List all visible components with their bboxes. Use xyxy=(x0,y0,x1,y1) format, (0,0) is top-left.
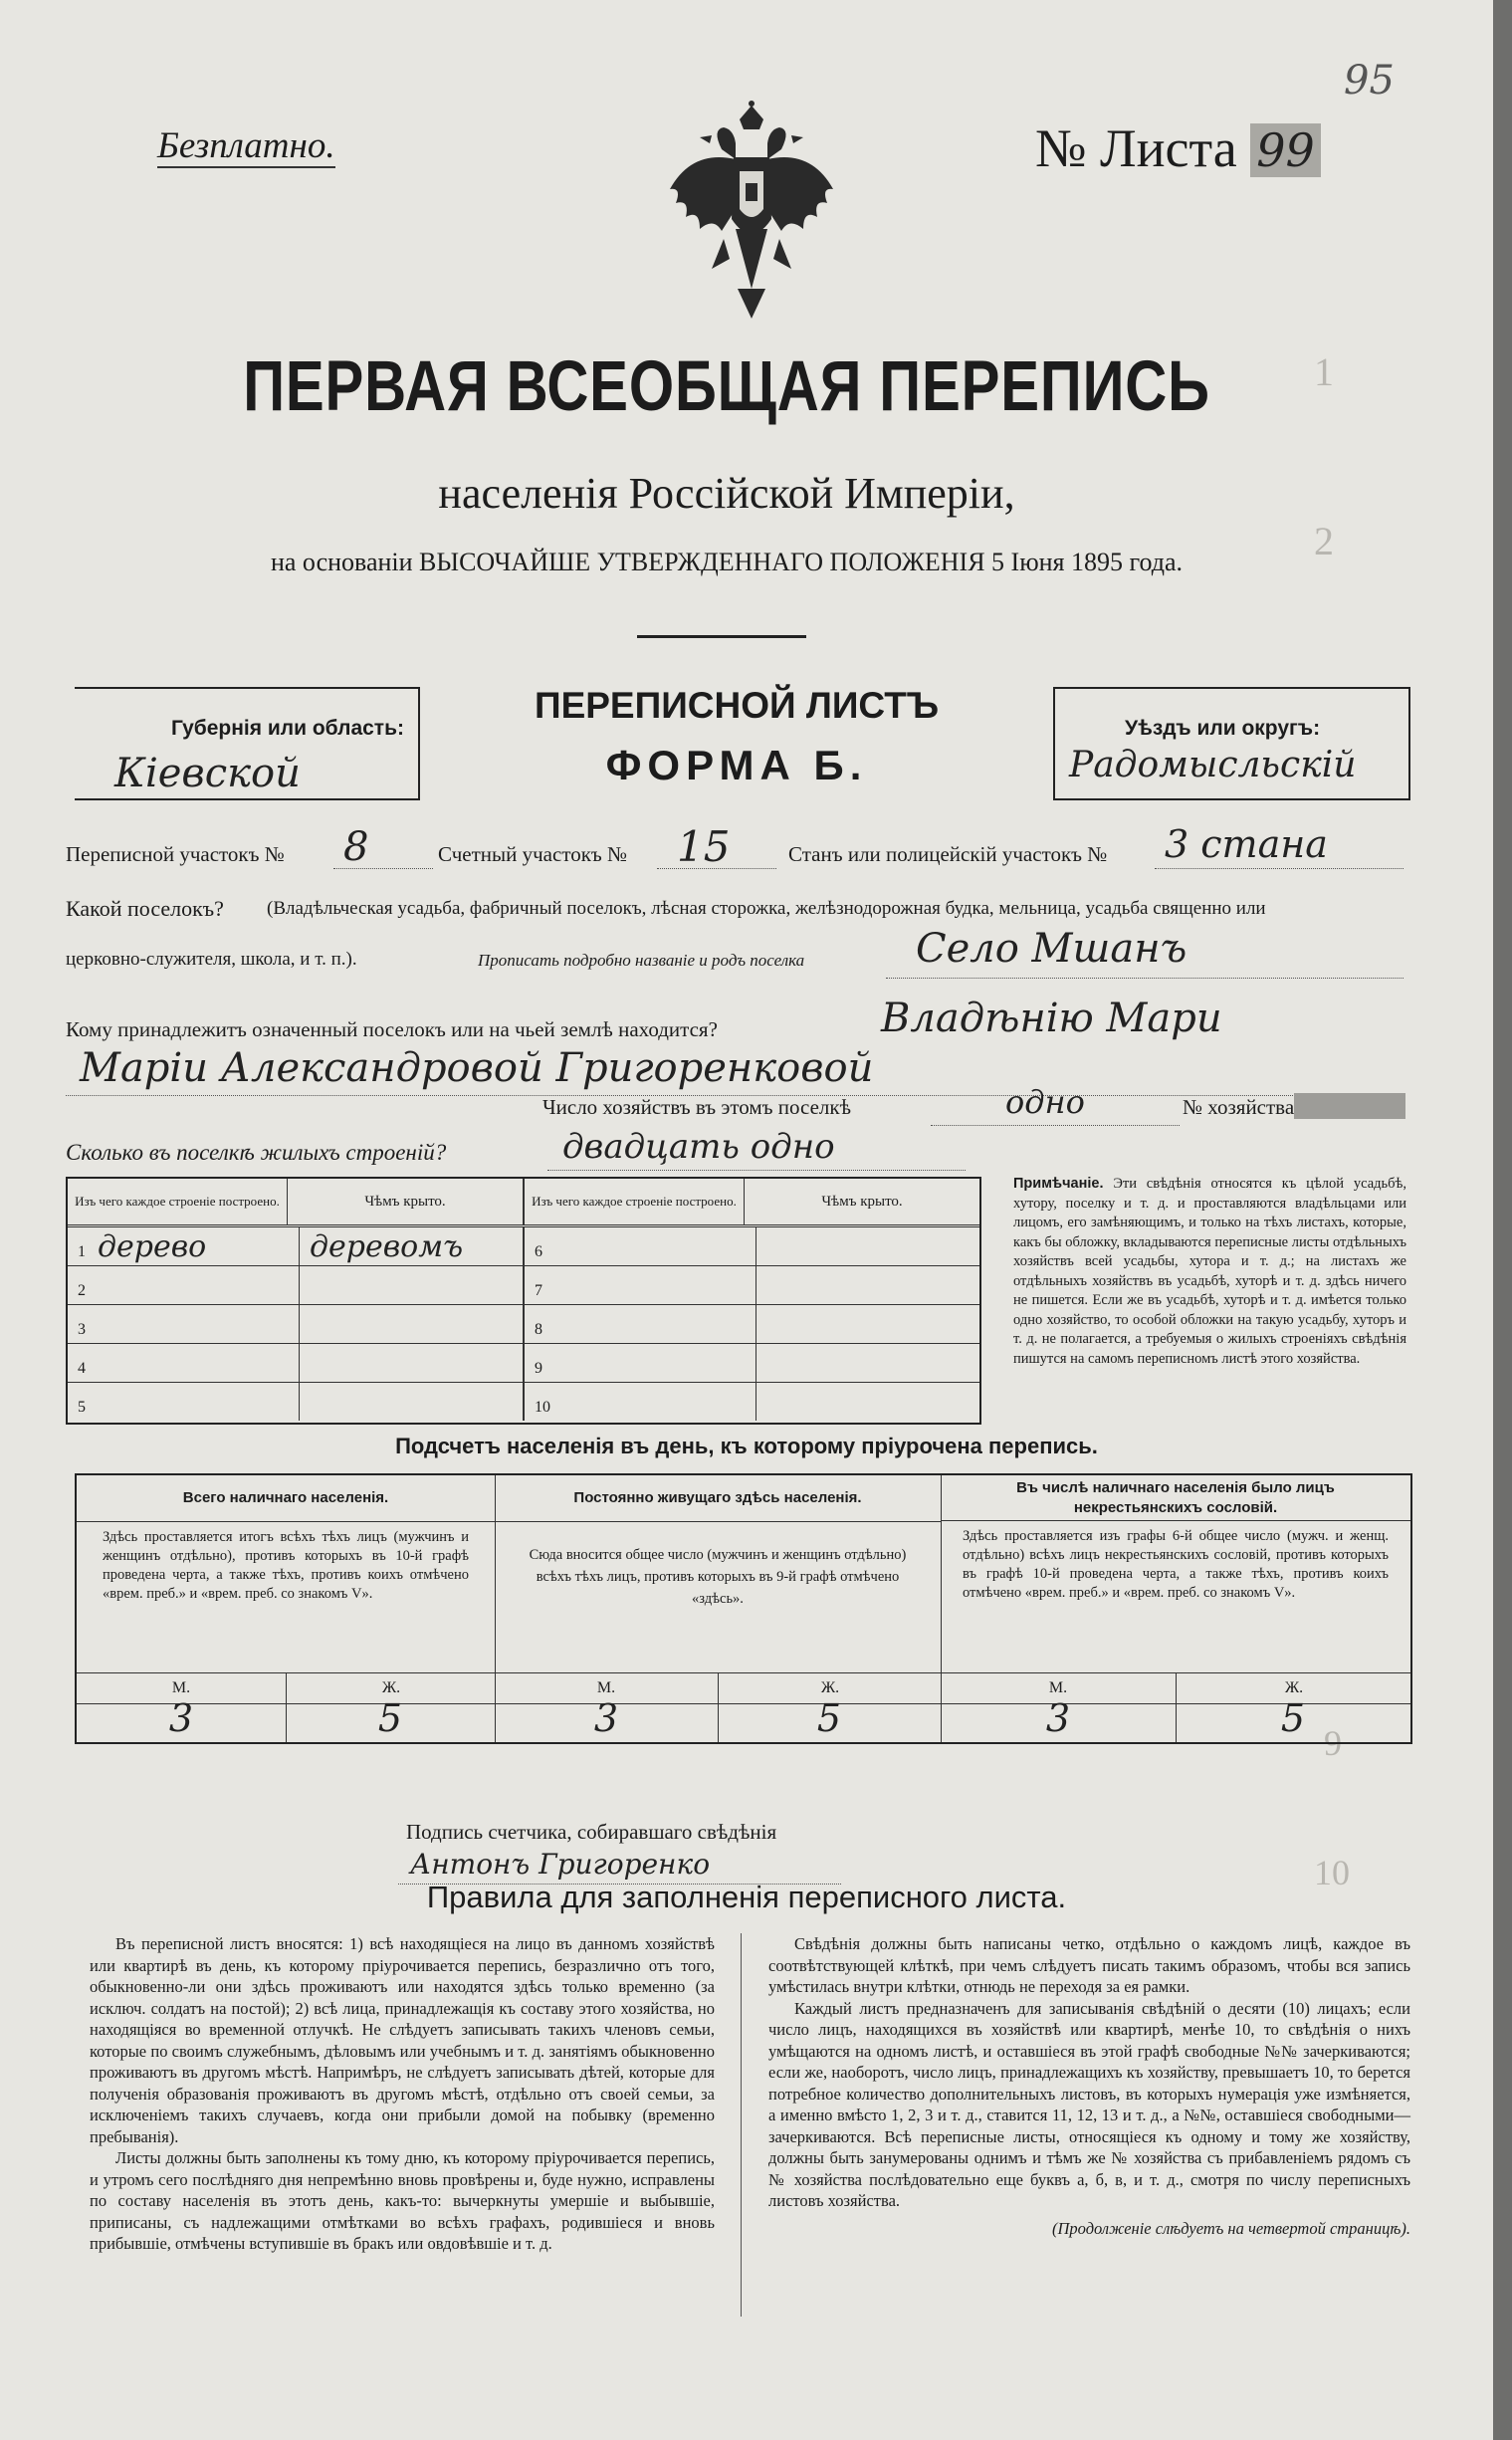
f-label: Ж. xyxy=(286,1673,496,1703)
c3-f-value: 5 xyxy=(1280,1696,1306,1740)
police-district-line xyxy=(1155,868,1404,869)
buildings-line xyxy=(547,1170,966,1171)
col2-header: Постоянно живущаго здѣсь населенія. xyxy=(495,1475,941,1522)
building-material-value: дерево xyxy=(98,1228,207,1264)
table-row xyxy=(68,1305,524,1344)
buildings-rows-right xyxy=(524,1226,979,1421)
page-edge xyxy=(1493,0,1512,2440)
signature-value: Антонъ Григоренко xyxy=(410,1848,711,1881)
coat-of-arms-icon xyxy=(652,100,851,329)
col-roof-header: Чѣмъ крыто. xyxy=(745,1179,980,1225)
m-label: М. xyxy=(1048,1679,1068,1696)
rules-right-p2: Каждый листъ предназначенъ для записыванія свѣдѣній о десяти (10) лицахъ; если число лицъ, находящихся въ хозяйствѣ или квартирѣ, менѣе 10, то свѣдѣнія о нихъ умѣщаются на одномъ листѣ, и оставшіеся въ этой графѣ свободные №№ зачеркиваются; если же, наоборотъ, число лицъ, принадлежащихъ къ хозяйству, превышаетъ 10, то берется потребное количество дополнительныхъ листовъ, въ которыхъ нумерація уже измѣняется, а именно вмѣсто 1, 2, 3 и т. д., ставится 11, 12, 13 и т. д., а №№, оставшіеся свободными—зачеркиваются. Всѣ переписные листы, относящіеся къ одному и тому же хозяйству, должны быть занумерованы однимъ и тѣмъ же № хозяйства съ прибавленіемъ рядомъ съ № хозяйства послѣдовательно еще буквъ а, б, в, и т. д., смотря по числу переписныхъ листовъ хозяйства. xyxy=(768,1998,1410,2210)
note xyxy=(1013,1175,1406,1369)
population-table xyxy=(75,1473,1412,1744)
building-roof-cell xyxy=(756,1305,980,1344)
rules-left-p1: Въ переписной листъ вносятся: 1) всѣ находящіеся на лицо въ данномъ хозяйствѣ или квартирѣ въ день, къ которому пріурочивается перепись, безразлично отъ того, обыкновенно-ли они здѣсь проживаютъ или находятся здѣсь только временно (за исключ. солдатъ на постой); 2) всѣ лица, принадлежащія къ составу этого хозяйства, но находящіяся во временной отлучкѣ. Не слѣдуетъ записывать такихъ членовъ семьи, которые по своимъ служебнымъ, дѣловымъ или учебнымъ и т. д. занятіямъ обыкновенно проживаютъ въ другомъ мѣстѣ. Напримѣръ, не слѣдуетъ записывать дѣтей, которые для полученія образованія проживаютъ въ другомъ мѣстѣ, отдѣльно отъ своей семьи, за исключеніемъ такихъ случаевъ, когда они прибыли домой на побывку (временно пребыванія). xyxy=(90,1934,715,2146)
census-district-label: Переписной участокъ № xyxy=(66,842,285,866)
settlement-question: Какой поселокъ? xyxy=(66,896,224,921)
settlement-hint-2: церковно-служителя, школа, и т. п.). xyxy=(66,949,357,970)
district-label: Уѣздъ или округъ: xyxy=(1125,717,1321,740)
rules-column-divider xyxy=(741,1933,743,2317)
page-annotation: 95 xyxy=(1344,58,1395,104)
ghost-number: 2 xyxy=(1314,519,1334,563)
divider xyxy=(637,635,806,638)
population-col-1 xyxy=(77,1475,496,1742)
building-roof-cell xyxy=(300,1344,524,1383)
building-roof-cell: деревомъ xyxy=(300,1227,524,1266)
c2-f-value: 5 xyxy=(816,1696,842,1740)
table-row xyxy=(525,1344,980,1383)
province-box xyxy=(75,687,420,800)
buildings-question: Сколько въ поселкѣ жилыхъ строеній? xyxy=(66,1140,447,1165)
households-label: Число хозяйствъ въ этомъ поселкѣ xyxy=(542,1095,851,1119)
col2-desc: Сюда вносится общее число (мужчинъ и женщинъ отдѣльно) всѣхъ тѣхъ лицъ, противъ которыхъ въ 9-й графѣ отмѣчено «здѣсь». xyxy=(529,1547,907,1607)
buildings-table xyxy=(66,1177,981,1425)
buildings-rows-left xyxy=(68,1226,524,1421)
form-name: ФОРМА Б. xyxy=(605,742,868,788)
rules-left-p2: Листы должны быть заполнены къ тому дню, къ которому пріурочивается перепись, и утромъ сего послѣдняго дня непремѣнно вновь провѣрены и, буде нужно, исправлены по составу населенія въ этотъ день, какъ-то: вычеркнуты умершіе и выбывшіе, приписаны, съ надлежащими отмѣтками во всѣхъ графахъ, родившіеся и вновь прибывшіе, отмѣчены вступившіе въ бракъ или овдовѣвшіе и т. д. xyxy=(90,2148,715,2253)
col3-desc: Здѣсь проставляется изъ графы 6-й общее число (мужч. и женщ. отдѣльно) всѣхъ лицъ некрестьянскихъ сословій, противъ которыхъ въ графѣ 10-й проведена черта, а также тѣхъ, противъ коихъ отмѣчено «врем. преб.» и «врем. преб. со знакомъ V». xyxy=(963,1528,1389,1601)
table-row xyxy=(68,1344,524,1383)
table-row xyxy=(68,1266,524,1305)
police-district-value: 3 стана xyxy=(1165,822,1328,866)
row-number: 7 xyxy=(535,1281,542,1299)
sheet-number-value: 99 xyxy=(1250,123,1321,177)
building-material-cell xyxy=(68,1227,300,1266)
c1-m-value: 3 xyxy=(168,1696,194,1740)
buildings-rows xyxy=(68,1226,524,1421)
c2-m-value: 3 xyxy=(593,1696,619,1740)
col1-desc: Здѣсь проставляется итогъ всѣхъ тѣхъ лицъ (мужчинъ и женщинъ отдѣльно), противъ которыхъ въ 10-й графѣ проведена черта, а также тѣхъ, противъ коихъ отмѣчено «врем. преб.» и «врем. преб. со знакомъ V». xyxy=(103,1529,469,1602)
f-label: Ж. xyxy=(1176,1673,1411,1703)
free-label: Безплатно. xyxy=(157,125,335,166)
col-material-header: Изъ чего каждое строеніе построено. xyxy=(525,1179,745,1225)
row-number: 9 xyxy=(535,1359,542,1377)
ghost-number: 10 xyxy=(1314,1853,1350,1892)
buildings-rows xyxy=(524,1226,979,1421)
sheet-number-label: № Листа xyxy=(1035,118,1237,178)
buildings-value: двадцать одно xyxy=(562,1127,835,1167)
rules-left-column xyxy=(90,1933,715,2255)
col3-header: Въ числѣ наличнаго населенія было лицъ некрестьянскихъ сословій. xyxy=(941,1475,1410,1521)
building-material-cell xyxy=(68,1383,300,1422)
census-district-value: 8 xyxy=(343,824,369,870)
building-roof-cell xyxy=(756,1266,980,1305)
building-material-cell xyxy=(525,1266,756,1305)
owner-question: Кому принадлежитъ означенный поселокъ или на чьей землѣ находится? xyxy=(66,1017,718,1041)
households-value: одно xyxy=(1005,1083,1085,1121)
table-row xyxy=(525,1383,980,1422)
m-label: М. xyxy=(171,1679,191,1696)
district-box xyxy=(1053,687,1410,800)
building-roof-cell xyxy=(756,1383,980,1422)
building-roof-cell xyxy=(756,1227,980,1266)
buildings-table-left xyxy=(68,1179,524,1225)
row-number: 2 xyxy=(78,1281,86,1299)
row-number: 3 xyxy=(78,1320,86,1338)
counting-district-value: 15 xyxy=(677,822,731,871)
settlement-instruction: Прописать подробно названіе и родъ поселка xyxy=(478,951,805,970)
building-roof-cell xyxy=(300,1383,524,1422)
building-material-cell xyxy=(68,1266,300,1305)
population-col-2 xyxy=(495,1475,942,1742)
row-number: 10 xyxy=(535,1398,550,1416)
table-row xyxy=(68,1383,524,1422)
row-number: 4 xyxy=(78,1359,86,1377)
owner-value-1: Владѣнію Мари xyxy=(881,996,1222,1041)
row-number: 5 xyxy=(78,1398,86,1416)
households-line xyxy=(931,1125,1180,1126)
c1-f-value: 5 xyxy=(377,1696,403,1740)
rules-title: Правила для заполненія переписного листа. xyxy=(426,1880,1067,1914)
note-label: Примѣчаніе. xyxy=(1013,1176,1104,1192)
col-material-header: Изъ чего каждое строеніе построено. xyxy=(68,1179,288,1225)
household-no-label: № хозяйства xyxy=(1183,1095,1295,1119)
district-value: Радомысльскій xyxy=(1069,745,1357,785)
m-label: М. xyxy=(596,1679,616,1696)
signature-label: Подпись счетчика, собиравшаго свѣдѣнія xyxy=(406,1820,777,1844)
table-row xyxy=(525,1266,980,1305)
rules-right-column xyxy=(768,1933,1410,2239)
building-material-cell xyxy=(68,1344,300,1383)
population-title: Подсчетъ населенія въ день, къ которому пріурочена перепись. xyxy=(395,1434,1098,1458)
building-material-cell xyxy=(525,1227,756,1266)
ghost-number: 9 xyxy=(1324,1723,1342,1763)
page-title: ПЕРВАЯ ВСЕОБЩАЯ ПЕРЕПИСЬ xyxy=(243,347,1210,426)
province-value: Кіевской xyxy=(114,751,301,796)
counting-district-label: Счетный участокъ № xyxy=(438,842,628,866)
household-no-value-box xyxy=(1294,1093,1405,1119)
table-row xyxy=(68,1227,524,1266)
row-number: 1 xyxy=(78,1242,86,1260)
sheet-number xyxy=(1035,117,1321,179)
basis-line: на основаніи ВЫСОЧАЙШЕ УТВЕРЖДЕННАГО ПОЛОЖЕНІЯ 5 Іюня 1895 года. xyxy=(270,548,1184,576)
rules-continued: (Продолженіе слѣдуетъ на четвертой страницѣ). xyxy=(1052,2218,1410,2238)
note-text: Эти свѣдѣнія относятся къ цѣлой усадьбѣ, хутору, поселку и т. д. и проставляются владѣльцами или лицомъ, его замѣняющимъ, и только на тѣхъ листахъ, которые, какъ бы обложку, вкладываются переписные листы отдѣльныхъ хозяйствъ всей усадьбы, хутора и т. д.; на листахъ же отдѣльныхъ хозяйствъ въ усадьбѣ, хуторѣ и т. д. здѣсь ничего не пишется. Если же въ усадьбѣ, хуторѣ и т. д. имѣется только одно хозяйство, то особой обложки на такую усадьбу, хуторъ и т. д. не полагается, а требуемыя о жилыхъ строеніяхъ свѣдѣнія пишутся на самомъ переписномъ листѣ этого хозяйства. xyxy=(1013,1176,1407,1367)
subtitle: населенія Россійской Имперіи, xyxy=(438,469,1015,518)
rules-right-p1: Свѣдѣнія должны быть написаны четко, отдѣльно о каждомъ лицѣ, каждое въ соотвѣтствующей клѣткѣ, при чемъ слѣдуетъ писать такимъ образомъ, чтобы вся запись умѣстилась внутри клѣтки, отнюдь не переходя за ея рамки. xyxy=(768,1934,1410,1996)
settlement-line xyxy=(886,978,1404,979)
building-material-cell xyxy=(525,1344,756,1383)
building-roof-cell xyxy=(300,1305,524,1344)
f-label: Ж. xyxy=(718,1673,942,1703)
province-label: Губернія или область: xyxy=(170,717,404,740)
owner-value-2: Маріи Александровой Григоренковой xyxy=(80,1045,874,1091)
population-col-3 xyxy=(941,1475,1410,1742)
col-roof-header: Чѣмъ крыто. xyxy=(288,1179,524,1225)
c3-m-value: 3 xyxy=(1045,1696,1071,1740)
building-material-cell xyxy=(525,1305,756,1344)
police-district-label: Станъ или полицейскій участокъ № xyxy=(788,842,1108,866)
settlement-value: Село Мшанъ xyxy=(916,926,1188,972)
row-number: 8 xyxy=(535,1320,542,1338)
row-number: 6 xyxy=(535,1242,542,1260)
building-roof-cell xyxy=(300,1266,524,1305)
buildings-table-right xyxy=(524,1179,979,1225)
building-material-cell xyxy=(68,1305,300,1344)
table-row xyxy=(525,1227,980,1266)
col1-header: Всего наличнаго населенія. xyxy=(77,1475,495,1522)
settlement-hint-1: (Владѣльческая усадьба, фабричный поселокъ, лѣсная сторожка, желѣзнодорожная будка, мельница, усадьба священно или xyxy=(267,898,1266,919)
sheet-title: ПЕРЕПИСНОЙ ЛИСТЪ xyxy=(534,685,940,726)
building-material-cell xyxy=(525,1383,756,1422)
ghost-number: 1 xyxy=(1314,349,1334,394)
table-row xyxy=(525,1305,980,1344)
building-roof-cell xyxy=(756,1344,980,1383)
